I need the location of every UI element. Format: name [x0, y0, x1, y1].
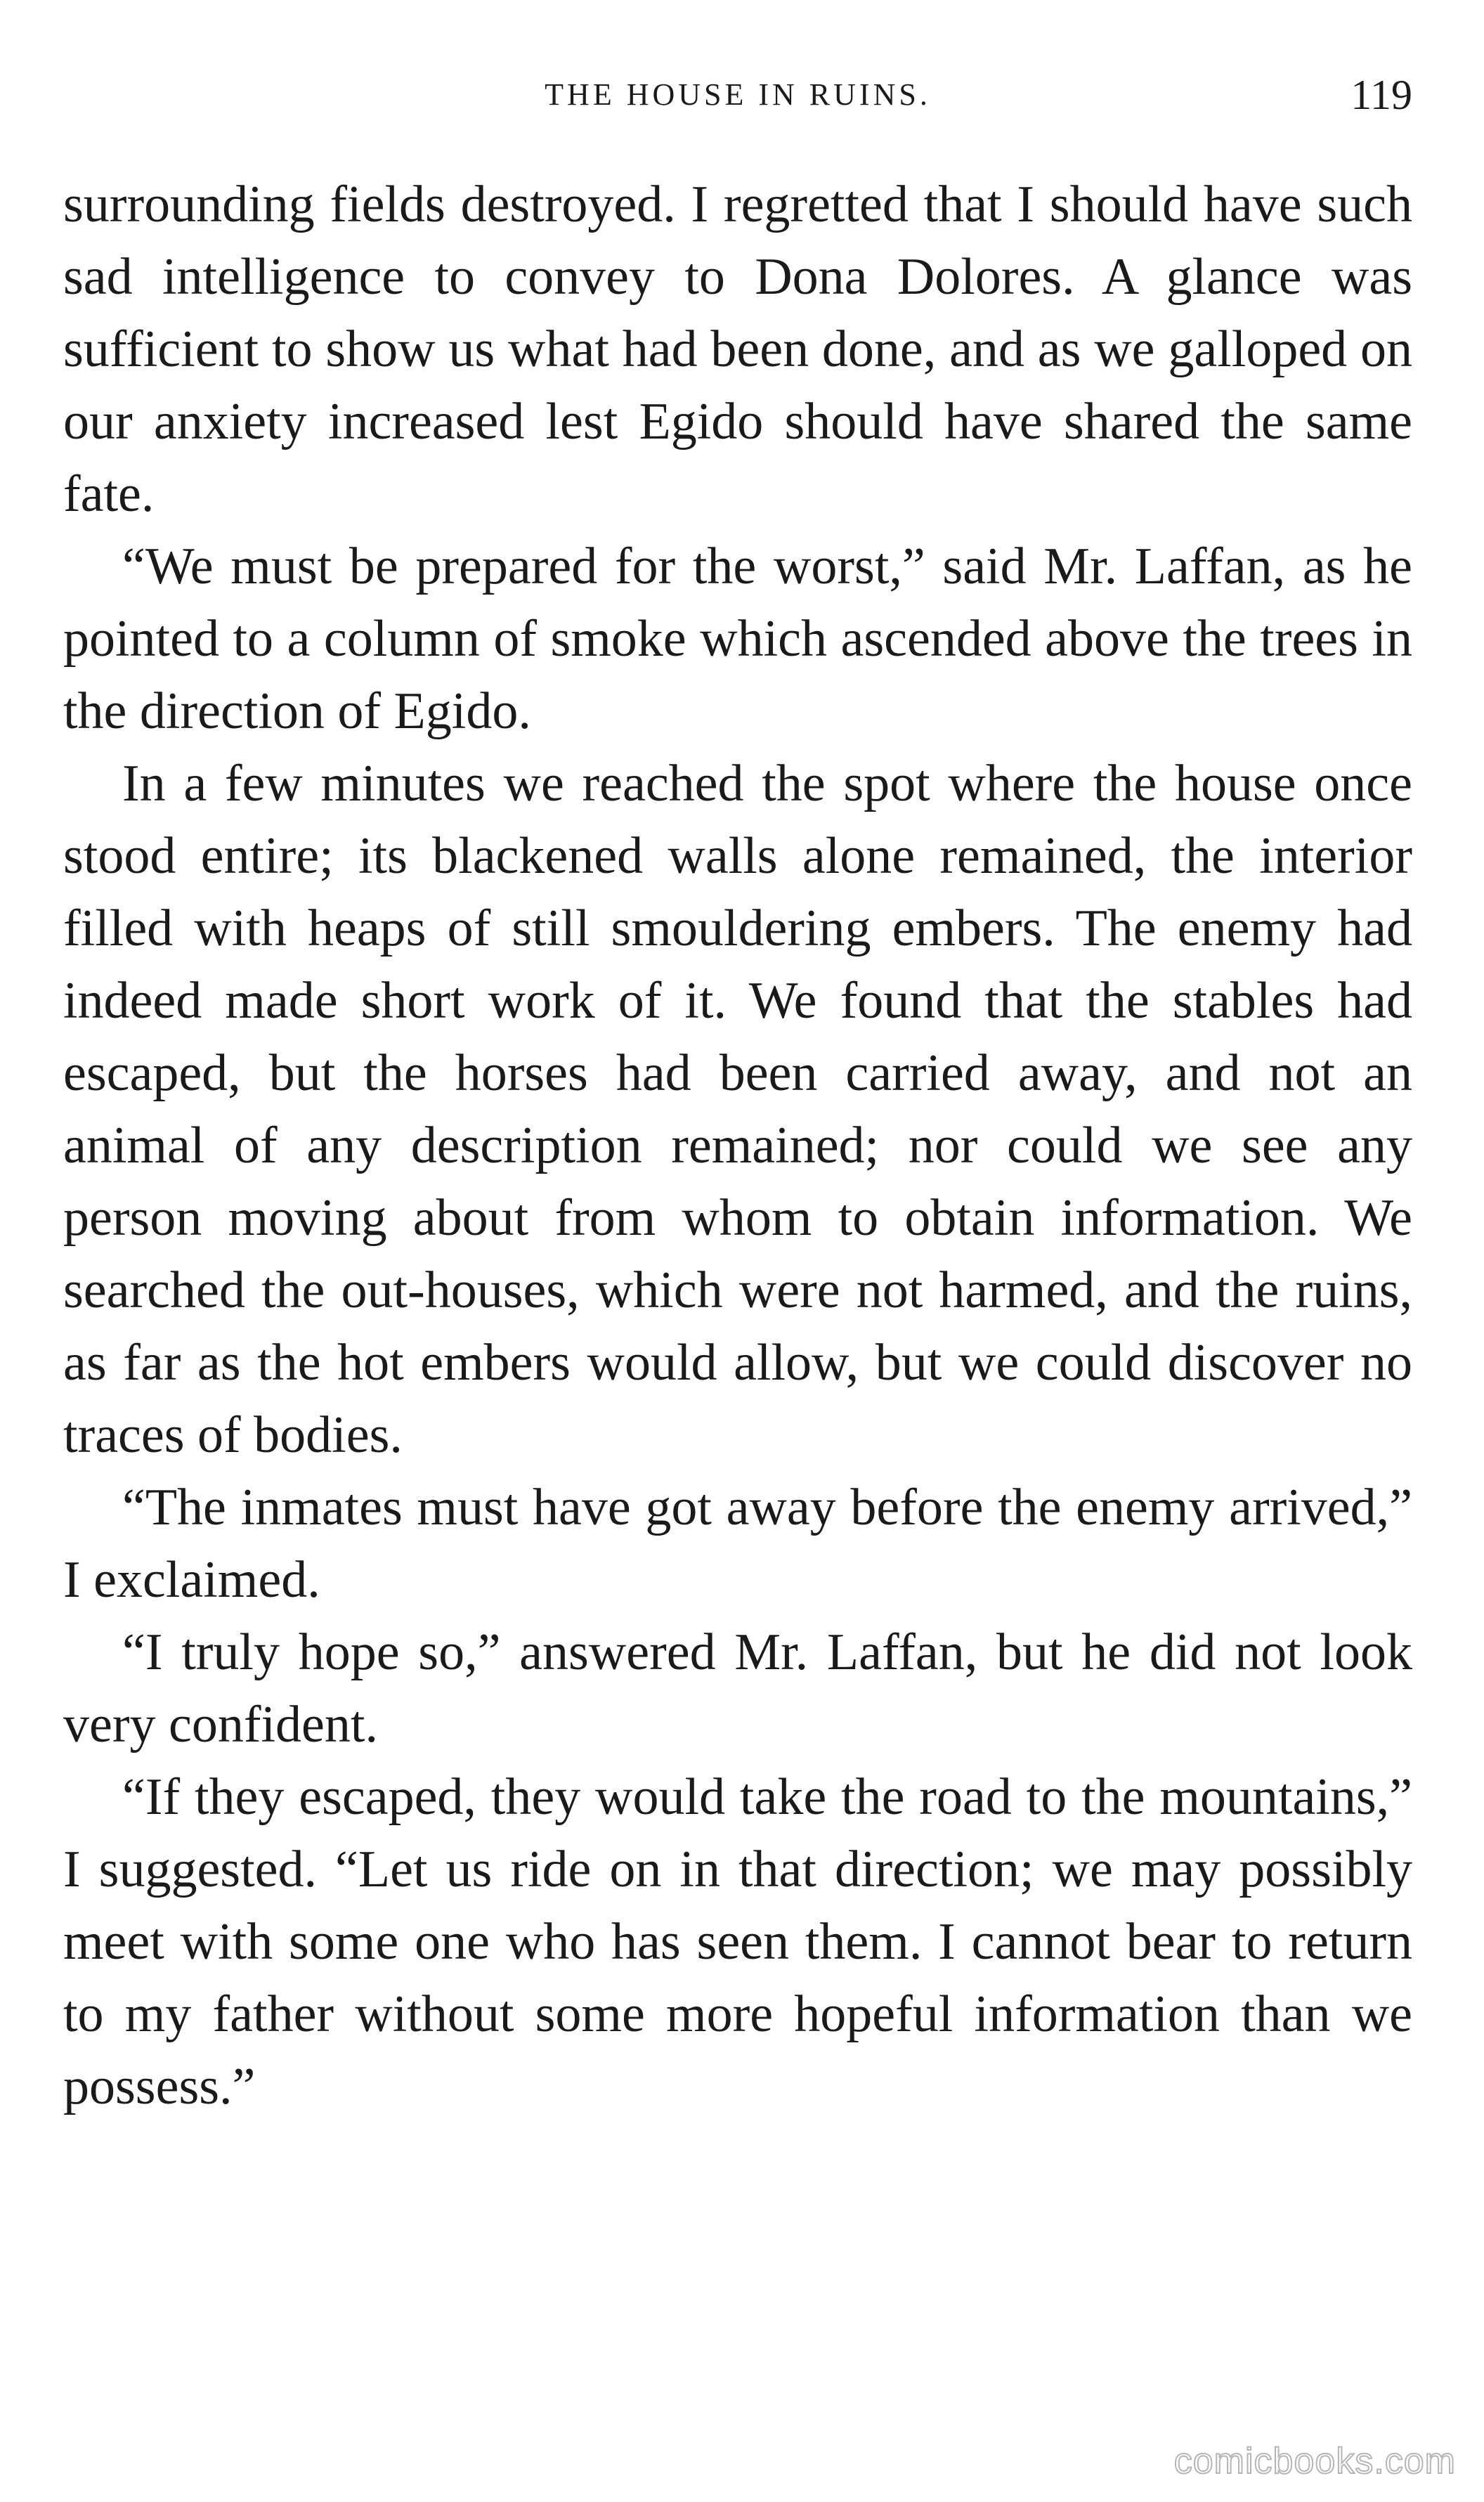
- paragraph-2: “We must be prepared for the worst,” said Mr. Laffan, as he pointed to a column of smoke which ascended above the trees in the direction of Egido.: [63, 538, 1412, 740]
- paragraph-1: surrounding fields destroyed. I regretted that I should have such sad intelligence to convey to Dona Dolores. A glance was sufficient to show us what had been done, and as we galloped on our anxiety increased lest Egido should have shared the same fate.: [63, 176, 1412, 523]
- text-body: [63, 169, 1412, 2123]
- paragraph-4: “The inmates must have got away before the enemy arrived,” I exclaimed.: [63, 1479, 1412, 1609]
- page-number: 119: [1350, 72, 1412, 118]
- watermark: comicbooks.com: [1173, 2441, 1456, 2482]
- paragraph-5: “I truly hope so,” answered Mr. Laffan, but he did not look very confident.: [63, 1623, 1412, 1754]
- paragraph-6: “If they escaped, they would take the road to the mountains,” I suggested. “Let us ride on in that direction; we may possibly meet with some one who has seen them. I cannot bear to return to my father without some more hopeful information than we possess.”: [63, 1768, 1412, 2115]
- running-title: THE HOUSE IN RUINS.: [545, 77, 931, 112]
- paragraph-3: In a few minutes we reached the spot where the house once stood entire; its blackened walls alone remained, the interior filled with heaps of still smouldering embers. The enemy had indeed made short work of it. We found that the stables had escaped, but the horses had been carried away, and not an animal of any description remained; nor could we see any person moving about from whom to obtain information. We searched the out-houses, which were not harmed, and the ruins, as far as the hot embers would allow, but we could discover no traces of bodies.: [63, 755, 1412, 1464]
- running-head: [63, 67, 1412, 123]
